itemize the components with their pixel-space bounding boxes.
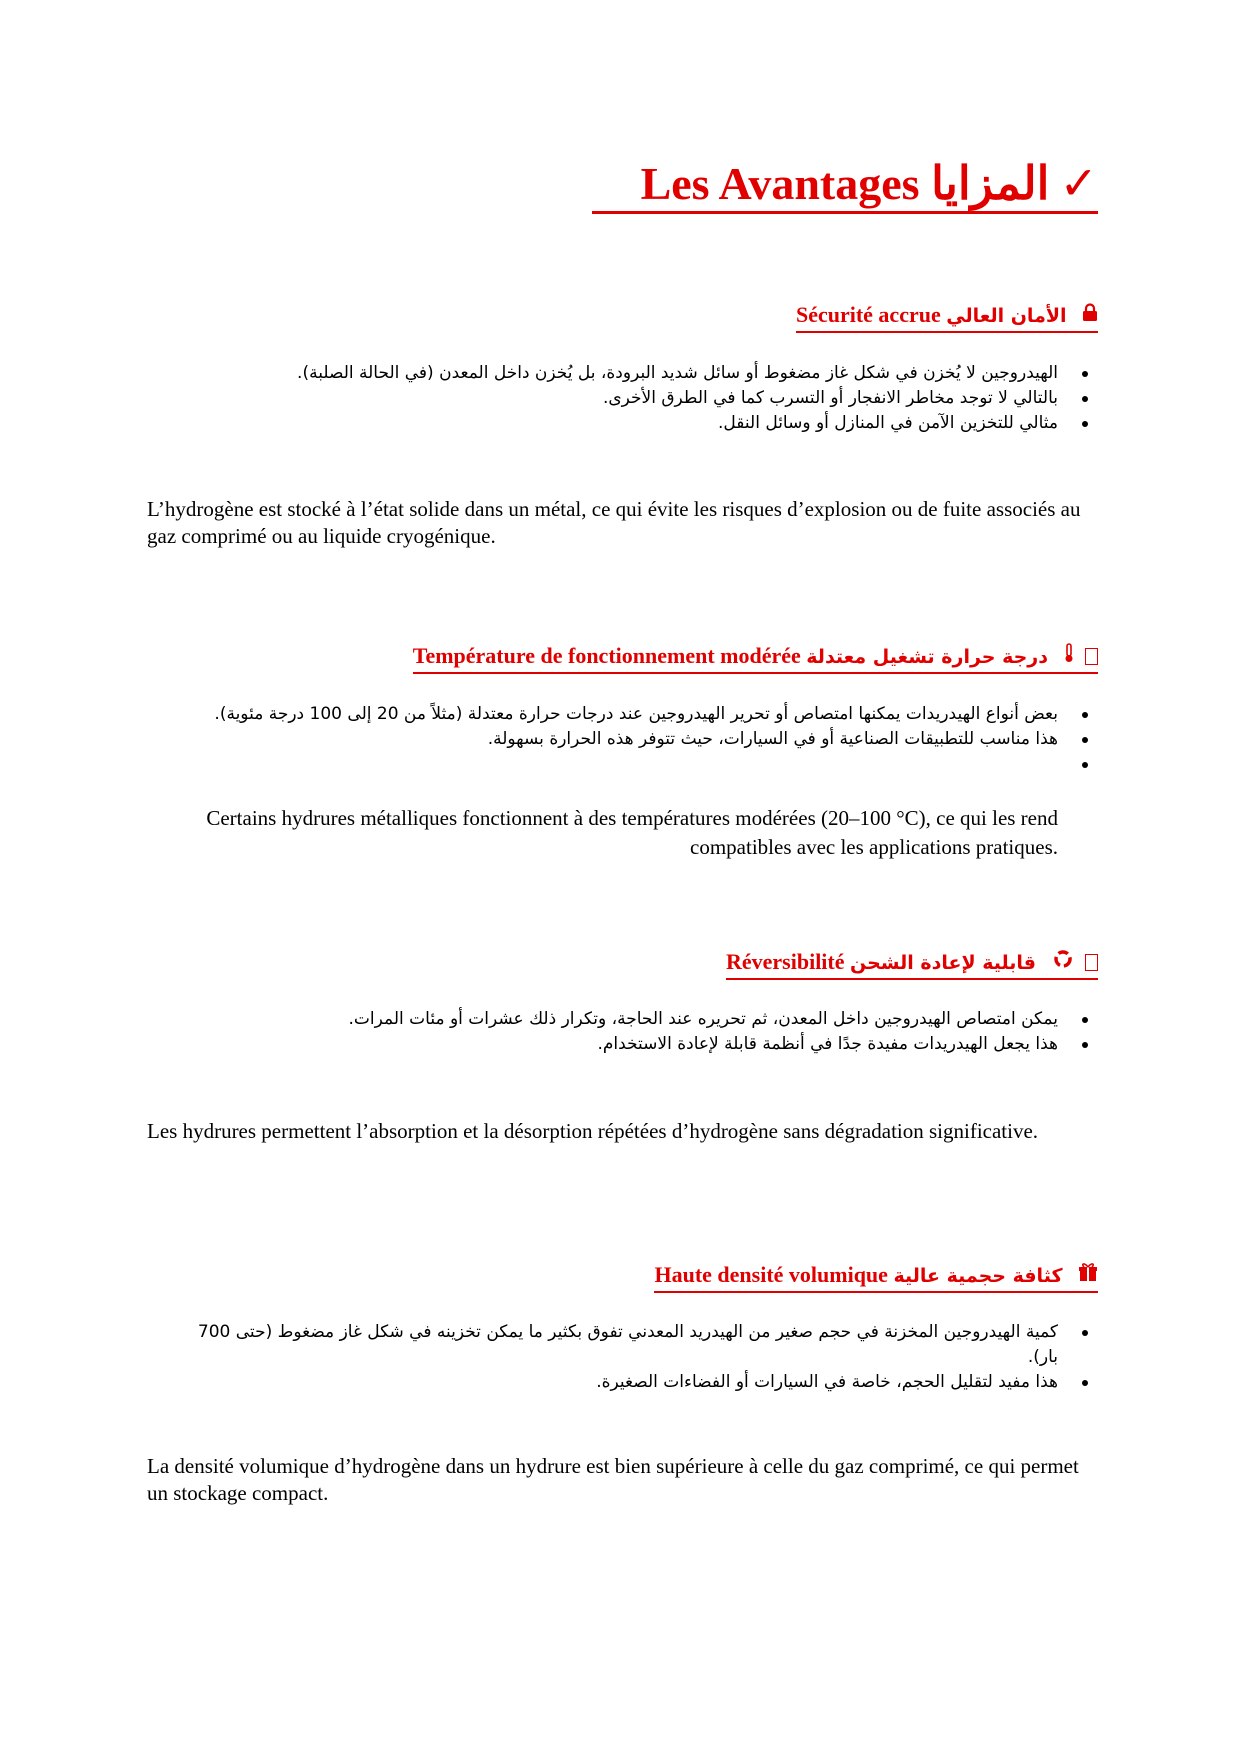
gift-box-icon	[1078, 1262, 1098, 1289]
bullet-list-densite	[178, 1320, 1058, 1395]
missing-glyph-icon	[1085, 648, 1098, 665]
section-title-securite	[796, 302, 1098, 333]
section-title-fr: Haute densité volumique	[654, 1262, 888, 1287]
section-title-fr: Sécurité accrue	[795, 302, 941, 327]
thermometer-icon	[1064, 643, 1074, 670]
section-title-ar: قابلية لإعادة الشحن	[850, 952, 1036, 974]
page-title	[592, 155, 1098, 214]
section-title-ar: درجة حرارة تشغيل معتدلة	[806, 646, 1048, 668]
section-title-reversibilite	[726, 949, 1098, 980]
list-item: بعض أنواع الهيدريدات يمكنها امتصاص أو تحرير الهيدروجين عند درجات حرارة معتدلة (مثلاً من 20 إلى 100 درجة مئوية).	[178, 702, 1058, 727]
list-item-empty	[178, 752, 1058, 777]
section-title-ar: كثافة حجمية عالية	[893, 1265, 1063, 1287]
paragraph-densite: La densité volumique d’hydrogène dans un hydrure est bien supérieure à celle du gaz comprimé, ce qui permet un stockage compact.	[147, 1454, 1079, 1505]
missing-glyph-icon	[1085, 954, 1098, 971]
section-title-ar: الأمان العالي	[946, 305, 1067, 327]
list-item: كمية الهيدروجين المخزنة في حجم صغير من الهيدريد المعدني تفوق بكثير ما يمكن تخزينه في شكل غاز مضغوط (حتى 700 بار).	[178, 1320, 1058, 1370]
list-item: بالتالي لا توجد مخاطر الانفجار أو التسرب كما في الطرق الأخرى.	[178, 386, 1058, 411]
paragraph-securite: L’hydrogène est stocké à l’état solide dans un métal, ce qui évite les risques d’explosion ou de fuite associés au gaz comprimé ou au liquide cryogénique.	[147, 497, 1081, 548]
bullet-list-securite	[178, 361, 1058, 436]
lock-icon	[1082, 303, 1098, 329]
list-item: هذا مفيد لتقليل الحجم، خاصة في السيارات أو الفضاءات الصغيرة.	[178, 1370, 1058, 1395]
bullet-list-temperature	[178, 702, 1058, 777]
recycle-icon	[1052, 949, 1074, 976]
section-title-temperature	[413, 643, 1098, 674]
paragraph-reversibilite: Les hydrures permettent l’absorption et la désorption répétées d’hydrogène sans dégradation significative.	[147, 1119, 1039, 1143]
list-item: هذا مناسب للتطبيقات الصناعية أو في السيارات، حيث تتوفر هذه الحرارة بسهولة.	[178, 727, 1058, 752]
list-item: مثالي للتخزين الآمن في المنازل أو وسائل النقل.	[178, 411, 1058, 436]
checkmark-icon: ✓	[1059, 156, 1098, 210]
list-item: يمكن امتصاص الهيدروجين داخل المعدن، ثم تحريره عند الحاجة، وتكرار ذلك عشرات أو مئات المرات.	[178, 1007, 1058, 1032]
list-item: هذا يجعل الهيدريدات مفيدة جدًا في أنظمة قابلة لإعادة الاستخدام.	[178, 1032, 1058, 1057]
bullet-list-reversibilite	[178, 1007, 1058, 1057]
section-title-fr: Réversibilité	[725, 949, 845, 974]
list-item: الهيدروجين لا يُخزن في شكل غاز مضغوط أو سائل شديد البرودة، بل يُخزن داخل المعدن (في الحالة الصلبة).	[178, 361, 1058, 386]
section-title-densite	[654, 1262, 1098, 1293]
section-title-fr: Température de fonctionnement modérée	[412, 643, 801, 668]
page-title-text: Les Avantages المزايا	[640, 158, 1050, 209]
paragraph-temperature: Certains hydrures métalliques fonctionnent à des températures modérées (20–100 °C), ce qui les rend compatibles avec les applications pratiques.	[206, 806, 1058, 859]
